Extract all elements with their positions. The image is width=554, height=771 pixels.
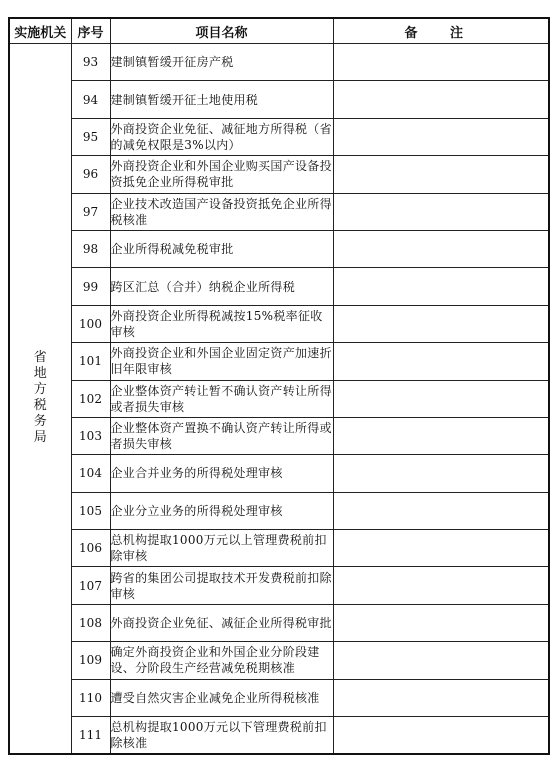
row-number: 96 [71,156,110,193]
row-number: 107 [71,567,110,604]
row-number: 100 [71,305,110,342]
item-note [333,492,549,529]
item-note [333,717,549,754]
item-note [333,268,549,305]
table-row [9,268,549,305]
table-row [9,230,549,267]
item-note [333,230,549,267]
item-note [333,305,549,342]
item-note [333,417,549,454]
row-number: 102 [71,380,110,417]
row-number: 99 [71,268,110,305]
item-name: 建制镇暂缓开征房产税 [110,44,333,81]
item-note [333,343,549,380]
item-name: 建制镇暂缓开征土地使用税 [110,81,333,118]
row-number: 101 [71,343,110,380]
table-body [9,44,549,754]
item-name: 总机构提取1000万元以上管理费税前扣除审核 [110,530,333,567]
item-name: 外商投资企业所得税减按15%税率征收审核 [110,305,333,342]
row-number: 98 [71,230,110,267]
header-item: 项目名称 [110,18,333,44]
row-number: 105 [71,492,110,529]
row-number: 94 [71,81,110,118]
item-note [333,193,549,230]
item-name: 企业合并业务的所得税处理审核 [110,455,333,492]
table-row [9,81,549,118]
item-note [333,44,549,81]
item-note [333,679,549,716]
header-notes: 备 注 [333,18,549,44]
table-row [9,417,549,454]
agency-cell [9,44,71,754]
item-name: 跨区汇总（合并）纳税企业所得税 [110,268,333,305]
table-row [9,343,549,380]
table-row [9,679,549,716]
table-row [9,380,549,417]
table-row [9,717,549,754]
item-name: 外商投资企业免征、减征企业所得税审批 [110,604,333,641]
item-note [333,530,549,567]
header-agency: 实施机关 [9,18,71,44]
item-name: 企业技术改造国产设备投资抵免企业所得税核准 [110,193,333,230]
table-row [9,305,549,342]
items-table [8,17,550,755]
item-note [333,455,549,492]
row-number: 108 [71,604,110,641]
item-name: 企业分立业务的所得税处理审核 [110,492,333,529]
item-name: 外商投资企业和外国企业固定资产加速折旧年限审核 [110,343,333,380]
item-note [333,156,549,193]
header-seq: 序号 [71,18,110,44]
item-note [333,642,549,679]
table-row [9,567,549,604]
table-header-row [9,18,549,44]
item-name: 确定外商投资企业和外国企业分阶段建设、分阶段生产经营减免税期核准 [110,642,333,679]
item-name: 总机构提取1000万元以下管理费税前扣除核准 [110,717,333,754]
row-number: 109 [71,642,110,679]
row-number: 97 [71,193,110,230]
table-row [9,530,549,567]
item-name: 企业整体资产置换不确认资产转让所得或者损失审核 [110,417,333,454]
item-name: 遭受自然灾害企业减免企业所得税核准 [110,679,333,716]
table-row [9,44,549,81]
item-name: 外商投资企业免征、减征地方所得税（省的减免权限是3%以内） [110,118,333,155]
item-name: 企业所得税减免税审批 [110,230,333,267]
row-number: 93 [71,44,110,81]
item-name: 跨省的集团公司提取技术开发费税前扣除审核 [110,567,333,604]
row-number: 110 [71,679,110,716]
agency-name: 省地方税务局 [33,350,47,446]
item-name: 外商投资企业和外国企业购买国产设备投资抵免企业所得税审批 [110,156,333,193]
row-number: 95 [71,118,110,155]
row-number: 106 [71,530,110,567]
item-note [333,118,549,155]
table-row [9,118,549,155]
item-note [333,380,549,417]
row-number: 111 [71,717,110,754]
item-name: 企业整体资产转让暂不确认资产转让所得或者损失审核 [110,380,333,417]
item-note [333,567,549,604]
table-row [9,156,549,193]
table-row [9,492,549,529]
item-note [333,81,549,118]
row-number: 104 [71,455,110,492]
table-row [9,455,549,492]
row-number: 103 [71,417,110,454]
table-row [9,604,549,641]
table-row [9,193,549,230]
item-note [333,604,549,641]
table-row [9,642,549,679]
